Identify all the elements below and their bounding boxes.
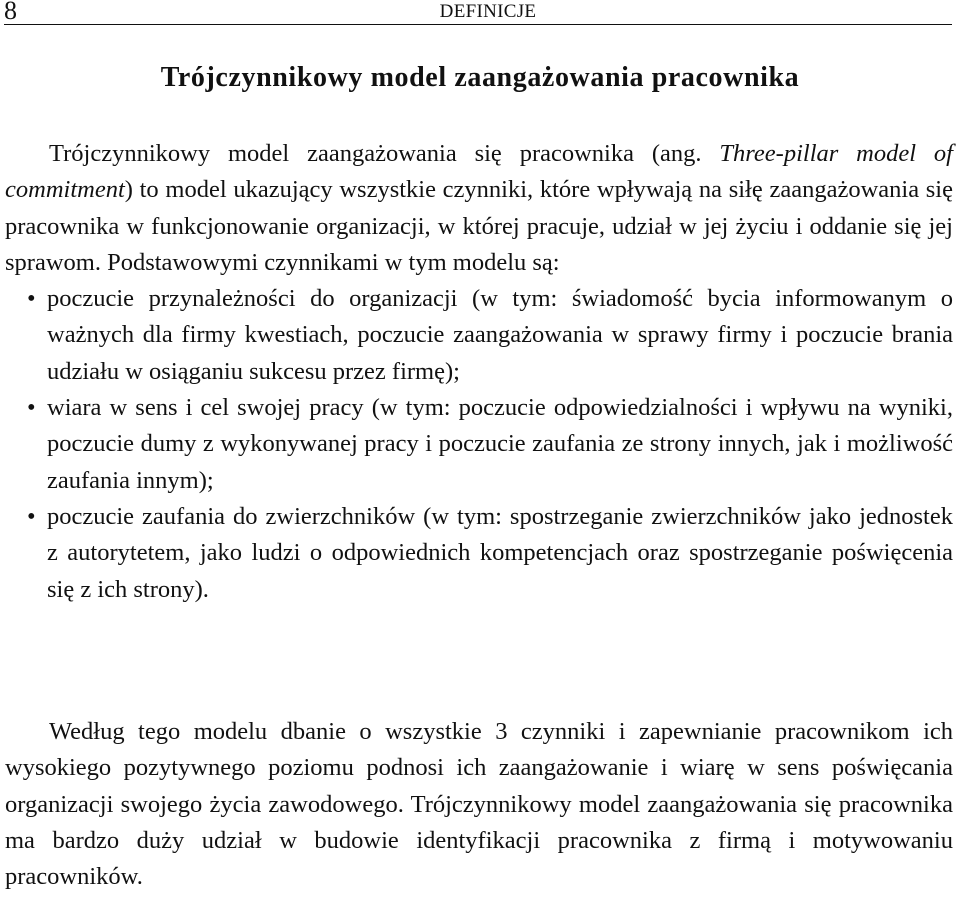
chapter-name: DEFINICJE [439,1,537,22]
list-item [5,499,953,608]
factor-list [5,281,953,608]
definition-text-start: Trójczynnikowy model zaangażowania się pracownika (ang. [49,140,720,167]
bullet-mark: • [27,285,36,313]
conclusion-block [5,714,953,895]
list-item [5,390,953,499]
conclusion-paragraph: Według tego modelu dbanie o wszystkie 3 czynniki i zapewnianie pracownikom ich wysokiego pozytywnego poziomu podnosi ich zaangażowanie i wiarę w sens poświęcania organizacji swojego życia zawodowego. Trójczynnikowy model zaangażowania się pracownika ma bardzo duży udział w budowie identyfikacji pracownika z firmą i motywowaniu pracowników. [5,718,953,891]
running-header [4,0,952,25]
definition-text-end: ) to model ukazujący wszystkie czynniki, które wpływają na siłę zaangażowania się pracownika w funkcjonowanie organizacji, w której pracuje, udział w jej życiu i oddanie się jej sprawom. Podstawowymi czynnikami w tym modelu są: [5,176,953,276]
factor-text: poczucie przynależności do organizacji (w tym: świadomość bycia informowanym o ważnych dla firmy kwestiach, poczucie zaangażowania w sprawy firmy i poczucie brania udziału w osiąganiu sukcesu przez firmę); [47,285,953,385]
list-item [5,281,953,390]
factor-text: poczucie zaufania do zwierzchników (w tym: spostrzeganie zwierzchników jako jednostek z autorytetem, jako ludzi o odpowiednich kompetencjach oraz spostrzeganie poświęcenia się z ich strony). [47,502,953,603]
factor-text: wiara w sens i cel swojej pracy (w tym: poczucie odpowiedzialności i wpływu na wyniki, poczucie dumy z wykonywanej pracy i poczucie zaufania ze strony innych, jak i możliwość zaufania innym); [47,394,953,494]
definition-block [5,136,953,608]
bullet-mark: • [27,394,36,422]
bullet-mark: • [27,502,36,530]
definition-paragraph [5,136,953,281]
section-title: Trójczynnikowy model zaangażowania pracownika [160,62,800,93]
english-term: Three-pillar model of commitment [5,140,953,204]
page-number: 8 [4,0,17,25]
